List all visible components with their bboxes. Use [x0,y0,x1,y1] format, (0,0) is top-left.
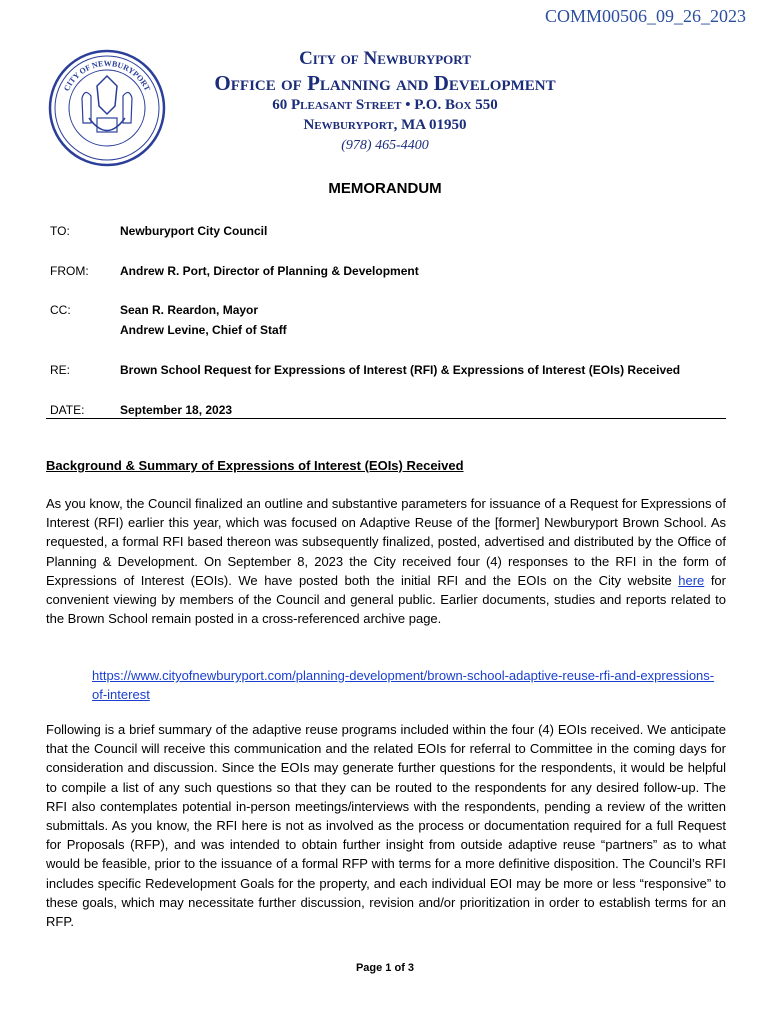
paragraph-1-text-a: As you know, the Council finalized an outline and substantive parameters for issuance of a Request for Expressions of Interest (RFI) earlier this year, which was focused on Adaptive Reuse of the [former] Newburyport Brown School. As requested, a formal RFI based thereon was subsequently finalized, posted, advertised and distributed by the Office of Planning & Development. On September 8, 2023 the City received four (4) responses to the RFI in the form of Expressions of Interest (EOIs). We have posted both the initial RFI and the EOIs on the City website [46,496,726,588]
from-value: Andrew R. Port, Director of Planning & Development [120,264,419,278]
re-value: Brown School Request for Expressions of Interest (RFI) & Expressions of Interest (EOIs) Received [120,363,681,377]
to-label: TO: [50,224,70,238]
brown-school-url-link[interactable]: https://www.cityofnewburyport.com/planning-development/brown-school-adaptive-reuse-rfi-and-expressions-of-interest [92,668,715,702]
to-value: Newburyport City Council [120,224,268,238]
from-label: FROM: [50,264,89,278]
cc-label: CC: [50,303,71,317]
header-divider [46,418,726,419]
paragraph-2: Following is a brief summary of the adaptive reuse programs included within the four (4) EOIs received. We anticipate that the Council will receive this communication and the related EOIs for referral to Committee in the coming days for consideration and discussion. Since the EOIs may generate further questions for the respondents, it would be helpful to compile a list of any such questions so that they can be routed to the respondents for any desired follow-up. The RFI also contemplates potential in-person meetings/interviews with the respondents, pending a review of the written submittals. As you know, the RFI here is not as involved as the process or documentation required for a full Request for Proposals (RFP), and was intended to obtain further insight from outside adaptive reuse “partners” as to what would be feasible, prior to the issuance of a formal RFP with terms for a more definitive disposition. The Council’s RFI includes specific Redevelopment Goals for the property, and each individual EOI may be more or less “responsive” to these goals, which may necessitate further discussion, revision and/or prioritization in order to establish terms for an RFP. [46,722,726,930]
letterhead-city-state: Newburyport, MA 01950 [303,117,467,133]
re-label: RE: [50,363,71,377]
document-stamp: COMM00506_09_26_2023 [544,6,746,26]
seal-text: CITY OF NEWBURYPORT [61,58,153,93]
city-seal-icon [47,48,167,168]
page-number: Page 1 of 3 [355,962,415,974]
letterhead-street: 60 Pleasant Street • P.O. Box 550 [272,97,498,113]
cc-value-1: Sean R. Reardon, Mayor [120,303,259,317]
paragraph-1 [46,494,726,628]
memo-title: MEMORANDUM [328,180,442,197]
date-value: September 18, 2023 [120,403,233,417]
letterhead-office: Office of Planning and Development [214,71,556,95]
section-heading: Background & Summary of Expressions of Interest (EOIs) Received [46,458,464,473]
website-here-link[interactable]: here [678,572,705,588]
paragraph-1-text-b: for convenient viewing by members of the Council and general public. Earlier documents, studies and reports related to the Brown School remain posted in a cross-referenced archive page. [46,572,726,627]
letterhead-city: City of Newburyport [299,48,471,69]
cc-value-2: Andrew Levine, Chief of Staff [120,323,287,337]
letterhead-phone: (978) 465-4400 [341,138,429,153]
date-label: DATE: [50,403,85,417]
